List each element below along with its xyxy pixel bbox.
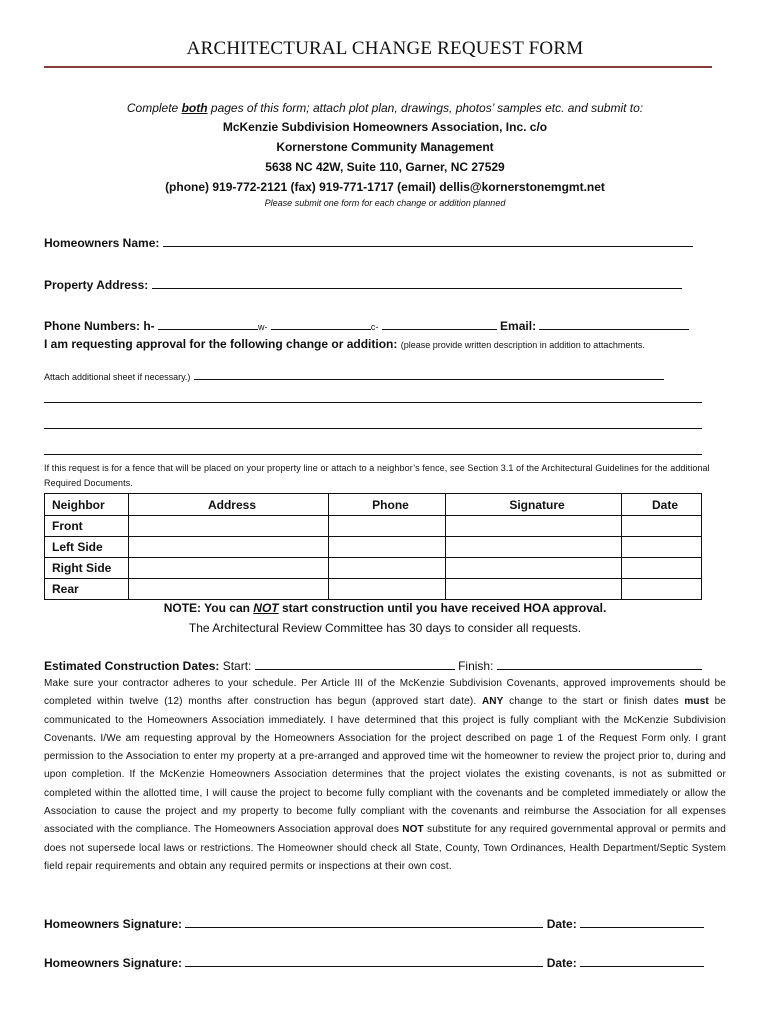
left-date-cell[interactable] [622,537,702,558]
rear-address-cell[interactable] [129,579,329,600]
description-line-3[interactable] [44,428,702,429]
neighbor-table [44,493,702,600]
left-phone-cell[interactable] [329,537,446,558]
signature-row-1 [44,916,704,931]
attach-label: Attach additional sheet if necessary.) [44,372,191,382]
title-divider [44,66,712,68]
table-row [45,558,702,579]
homeowners-name-row [44,235,693,250]
intro-address: 5638 NC 42W, Suite 110, Garner, NC 27529 [265,160,505,174]
phone-home-field[interactable] [158,318,258,330]
homeowners-name-field[interactable] [163,235,693,247]
property-address-label: Property Address: [44,278,149,292]
right-phone-cell[interactable] [329,558,446,579]
right-address-cell[interactable] [129,558,329,579]
intro-mgmt: Kornerstone Community Management [276,140,494,154]
left-address-cell[interactable] [129,537,329,558]
finish-label: Finish: [458,659,494,673]
request-label: I am requesting approval for the following change or addition: [44,337,398,351]
date-field-2[interactable] [580,955,704,967]
signature-field-1[interactable] [185,916,543,928]
col-phone: Phone [329,494,446,516]
notice-emphasis: NOT [253,601,279,615]
phone-home-label: Phone Numbers: h- [44,319,155,333]
col-address: Address [129,494,329,516]
rear-signature-cell[interactable] [446,579,622,600]
row-label-rear: Rear [45,579,129,600]
date-field-1[interactable] [580,916,704,928]
fence-note: If this request is for a fence that will be placed on your property line or attach to a neighbor’s fence, see Section 3.1 of the Architectural Guidelines for the additional Required Documents. [44,463,710,488]
table-row [45,516,702,537]
intro-org: McKenzie Subdivision Homeowners Association, Inc. c/o [222,120,548,134]
request-row [44,337,645,351]
attach-row [44,368,664,383]
description-line-4[interactable] [44,454,702,455]
phone-cell-label: c- [370,322,379,332]
start-date-field[interactable] [255,658,455,670]
front-address-cell[interactable] [129,516,329,537]
intro-instructions: Complete both pages of this form; attach plot plan, drawings, photos’ samples etc. and submit to: [126,101,644,115]
right-date-cell[interactable] [622,558,702,579]
phone-cell-field[interactable] [382,318,497,330]
description-line-2[interactable] [44,402,702,403]
col-signature: Signature [446,494,622,516]
phone-work-label: w- [258,322,268,332]
request-hint: (please provide written description in addition to attachments. [400,340,645,350]
intro-submit-note: Please submit one form for each change or addition planned [264,198,506,208]
start-label: Start: [222,659,252,673]
terms-paragraph: Make sure your contractor adheres to your schedule. Per Article III of the McKenzie Subdivision Covenants, approved improvements should be completed within twelve (12) months after construction has begun (approved start date). ANY change to the start or finish dates must be communicated to the Homeowners Association immediately. I have determined that this project is fully compliant with the McKenzie Subdivision Covenants. I/We am requesting approval by the Homeowners Association for the project described on page 1 of the Request Form only. I grant permission to the Association to enter my property at a pre-arranged and approved time wit the homeowner to review the project prior to, during and upon completion. If the McKenzie Homeowners Association determines that the project violates the existing covenants, is not as submitted or completed within the allotted time, I will cause the project to become fully compliant with the covenants and be completed immediately or allow the Association to cause the project and my property to become fully compliant with the covenants and reimburse the Association for all expenses associated with the compliance. The Homeowners Association approval does NOT substitute for any required governmental approval or permits and does not supersede local laws or restrictions. The Homeowner should check all State, County, Town Ordinances, Health Department/Septic System field repair requirements and obtain any required permits or inspections at their own cost. [44,678,726,872]
construction-notice: NOTE: You can NOT start construction until you have received HOA approval. [163,601,607,615]
description-line-1[interactable] [194,368,664,380]
rear-phone-cell[interactable] [329,579,446,600]
review-notice: The Architectural Review Committee has 30 days to consider all requests. [188,621,582,635]
signature-label-2: Homeowners Signature: [44,956,183,970]
date-label-2: Date: [546,956,577,970]
intro-contact: (phone) 919-772-2121 (fax) 919-771-1717 (email) dellis@kornerstonemgmt.net [165,180,605,194]
email-label: Email: [500,319,537,333]
signature-row-2 [44,955,704,970]
col-neighbor: Neighbor [45,494,129,516]
col-date: Date [622,494,702,516]
left-signature-cell[interactable] [446,537,622,558]
neighbor-table-header [45,494,702,516]
dates-row [44,658,702,673]
row-label-left: Left Side [45,537,129,558]
rear-date-cell[interactable] [622,579,702,600]
front-phone-cell[interactable] [329,516,446,537]
front-signature-cell[interactable] [446,516,622,537]
property-address-field[interactable] [152,277,682,289]
email-field[interactable] [539,318,689,330]
page-title: ARCHITECTURAL CHANGE REQUEST FORM [186,38,584,59]
right-signature-cell[interactable] [446,558,622,579]
date-label-1: Date: [546,917,577,931]
property-address-row [44,277,682,292]
signature-label-1: Homeowners Signature: [44,917,183,931]
signature-field-2[interactable] [185,955,543,967]
finish-date-field[interactable] [497,658,702,670]
row-label-front: Front [45,516,129,537]
phone-row [44,318,689,333]
table-row [45,579,702,600]
intro-emphasis: both [181,101,208,115]
phone-work-field[interactable] [271,318,371,330]
front-date-cell[interactable] [622,516,702,537]
table-row [45,537,702,558]
row-label-right: Right Side [45,558,129,579]
homeowners-name-label: Homeowners Name: [44,236,160,250]
dates-label: Estimated Construction Dates: [44,659,220,673]
